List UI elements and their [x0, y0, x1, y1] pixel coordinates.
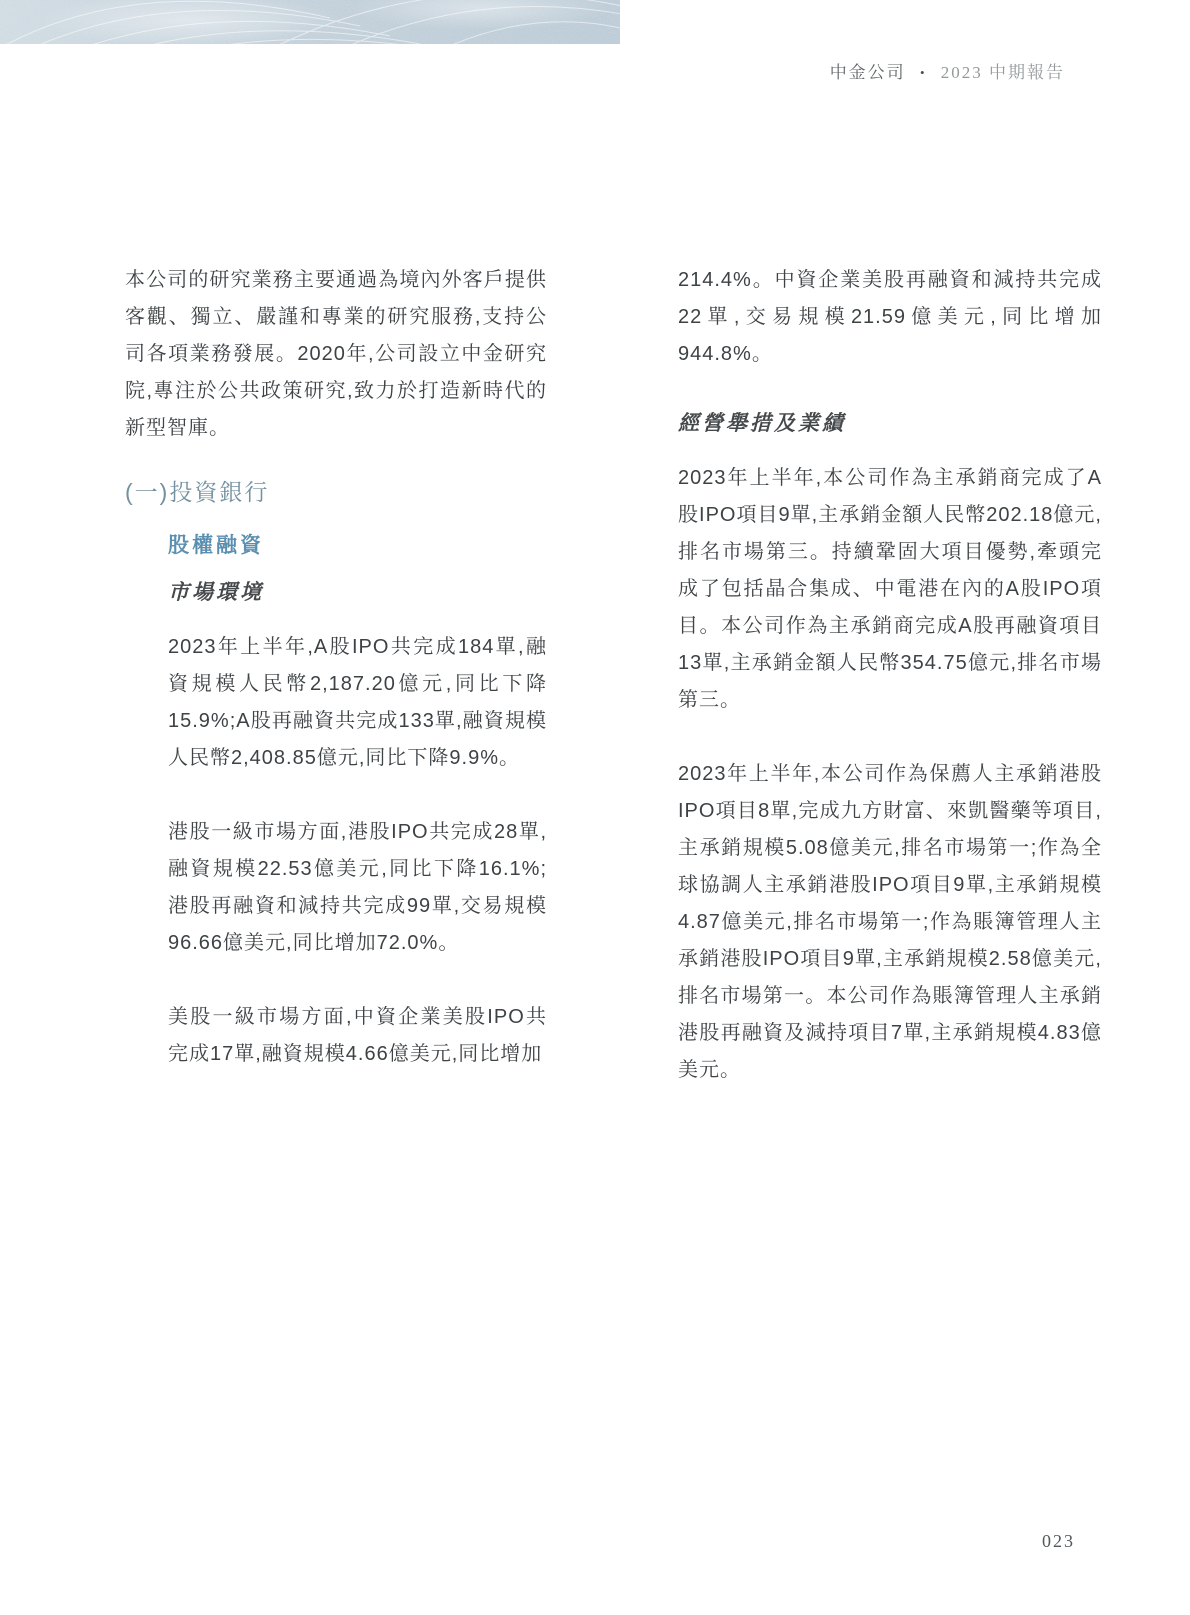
paragraph-hk-market: 港股一級市場方面,港股IPO共完成28單,融資規模22.53億美元,同比下降16.1%;港股再融資和減持共完成99單,交易規模96.66億美元,同比增加72.0%。	[168, 821, 547, 954]
paragraph-hk-underwriting: 2023年上半年,本公司作為保薦人主承銷港股IPO項目8單,完成九方財富、來凱醫藥等項目,主承銷規模5.08億美元,排名市場第一;作為全球協調人主承銷港股IPO項目9單,主承銷規模4.87億美元,排名市場第一;作為賬簿管理人主承銷港股IPO項目9單,主承銷規模2.58億美元,排名市場第一。本公司作為賬簿管理人主承銷港股再融資及減持項目7單,主承銷規模4.83億美元。	[678, 763, 1102, 1081]
section-number: (一)	[125, 479, 170, 505]
section-title: 投資銀行	[169, 479, 270, 505]
decorative-banner	[0, 0, 620, 44]
paragraph-us-market-continuation: 214.4%。中資企業美股再融資和減持共完成22單,交易規模21.59億美元,同比增加944.8%。	[678, 269, 1102, 365]
report-title: 2023 中期報告	[940, 63, 1065, 82]
section-heading-investment-banking	[125, 477, 547, 507]
wave-texture-graphic	[0, 0, 620, 44]
paragraph-a-share-market: 2023年上半年,A股IPO共完成184單,融資規模人民幣2,187.20億元,同比下降15.9%;A股再融資共完成133單,融資規模人民幣2,408.85億元,同比下降9.9%。	[168, 636, 547, 769]
page-number: 023	[1042, 1531, 1075, 1551]
paragraph-us-market: 美股一級市場方面,中資企業美股IPO共完成17單,融資規模4.66億美元,同比增加	[168, 1006, 547, 1065]
paragraph-a-share-underwriting: 2023年上半年,本公司作為主承銷商完成了A股IPO項目9單,主承銷金額人民幣202.18億元,排名市場第三。持續鞏固大項目優勢,牽頭完成了包括晶合集成、中電港在內的A股IPO項目。本公司作為主承銷商完成A股再融資項目13單,主承銷金額人民幣354.75億元,排名市場第三。	[678, 467, 1102, 711]
page-header	[830, 58, 1065, 83]
right-column	[678, 262, 1102, 1126]
subsection-heading-equity-financing: 股權融資	[168, 534, 264, 557]
research-intro-paragraph: 本公司的研究業務主要通過為境內外客戶提供客觀、獨立、嚴謹和專業的研究服務,支持公司各項業務發展。2020年,公司設立中金研究院,專注於公共政策研究,致力於打造新時代的新型智庫。	[125, 269, 547, 439]
subheading-operations-results: 經營舉措及業績	[678, 411, 846, 435]
section-body	[168, 533, 547, 1073]
header-separator-dot: •	[919, 65, 927, 80]
company-name: 中金公司	[829, 63, 906, 82]
left-column	[125, 262, 547, 1110]
subheading-market-environment: 市場環境	[168, 580, 264, 604]
